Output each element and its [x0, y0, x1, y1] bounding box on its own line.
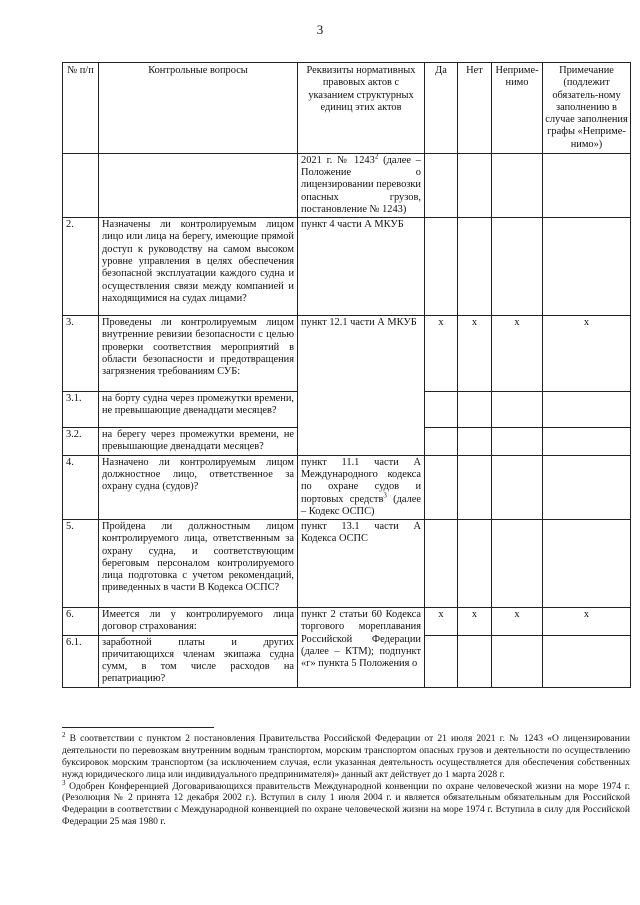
- footnote-mark: 3: [62, 778, 66, 787]
- row-yes: [425, 392, 458, 428]
- row-question: Проведены ли контролируемым лицом внутренние ревизии безопасности с целью проверки соответствия мероприятий в области безопасности и предотвращения загрязнения требованиям СУБ:: [99, 316, 298, 392]
- row-yes: [425, 635, 458, 687]
- footnotes: [62, 730, 630, 828]
- table-row: [63, 608, 631, 636]
- header-num: № п/п: [63, 63, 99, 154]
- row-note: [543, 153, 631, 217]
- row-no: [458, 392, 492, 428]
- row-note: [543, 520, 631, 608]
- row-question: Назначены ли контролируемым лицом лицо или лица на берегу, имеющие прямой доступ к руководству на самом высоком уровне управления в целях обеспечения безопасной эксплуатации каждого судна и осуществления связи между компанией и находящимися на судах лицами?: [99, 218, 298, 316]
- table-header-row: [63, 63, 631, 154]
- row-yes: [425, 218, 458, 316]
- row-no: [458, 520, 492, 608]
- row-reference: пункт 12.1 части А МКУБ: [298, 316, 425, 456]
- table-row: [63, 153, 631, 217]
- row-num: 3.2.: [63, 428, 99, 456]
- table-row: [63, 520, 631, 608]
- header-reference: Реквизиты нормативных правовых актов с указанием структурных единиц этих актов: [298, 63, 425, 154]
- row-reference: пункт 4 части А МКУБ: [298, 218, 425, 316]
- header-yes: Да: [425, 63, 458, 154]
- row-num: 2.: [63, 218, 99, 316]
- row-yes: x: [425, 316, 458, 392]
- row-no: x: [458, 316, 492, 392]
- row-question: [99, 153, 298, 217]
- table-row: [63, 218, 631, 316]
- header-no: Нет: [458, 63, 492, 154]
- footnote-mark: 2: [62, 730, 66, 739]
- row-no: [458, 428, 492, 456]
- row-num: 4.: [63, 455, 99, 519]
- row-num: 5.: [63, 520, 99, 608]
- row-question: заработной платы и других причитающихся членам экипажа судна сумм, в том числе расходов на репатриацию?: [99, 635, 298, 687]
- row-reference: пункт 13.1 части А Кодекса ОСПС: [298, 520, 425, 608]
- row-reference: пункт 11.1 части А Международного кодекса по охране судов и портовых средств$^3$ (далее – Кодекс ОСПС): [298, 455, 425, 519]
- header-not-applicable: Неприме-нимо: [492, 63, 543, 154]
- footnote-divider: [62, 727, 214, 728]
- row-note: [543, 428, 631, 456]
- row-note: [543, 635, 631, 687]
- row-note: x: [543, 608, 631, 636]
- row-num: [63, 153, 99, 217]
- row-num: 3.1.: [63, 392, 99, 428]
- row-yes: x: [425, 608, 458, 636]
- table-row: [63, 316, 631, 392]
- row-na: [492, 635, 543, 687]
- row-na: x: [492, 316, 543, 392]
- row-reference: 2021 г. № 1243$^2$ (далее – Положение о лицензировании перевозки опасных грузов, постановление № 1243): [298, 153, 425, 217]
- footnote-ref: 3: [383, 491, 387, 500]
- row-no: [458, 153, 492, 217]
- row-yes: [425, 520, 458, 608]
- row-na: [492, 428, 543, 456]
- row-no: x: [458, 608, 492, 636]
- row-note: x: [543, 316, 631, 392]
- row-question: на борту судна через промежутки времени, не превышающие двенадцати месяцев?: [99, 392, 298, 428]
- row-note: [543, 455, 631, 519]
- footnote-text: Одобрен Конференцией Договаривающихся правительств Международной конвенции по охране человеческой жизни на море 1974 г. (Резолюция № 2 принята 12 декабря 2002 г.). Вступил в силу 1 июля 2004 г. и является обязательным обязательным для Российской Федерации в соответствии с Международной конвенцией по охране человеческой жизни на море 1974 г. Вступила в силу для Российской Федерации 25 мая 1980 г.: [62, 780, 630, 828]
- row-question: на берегу через промежутки времени, не превышающие двенадцати месяцев?: [99, 428, 298, 456]
- header-question: Контрольные вопросы: [99, 63, 298, 154]
- footnote-text: В соответствии с пунктом 2 постановления Правительства Российской Федерации от 21 июля 2021 г. № 1243 «О лицензировании деятельности по перевозкам внутренним водным транспортом, морским транспортом опасных грузов и деятельности по осуществлению буксировок морским транспортом (за исключением случая, если указанная деятельность осуществляется для обеспечения собственных нужд юридического лица или индивидуального предпринимателя)» данный акт действует до 1 марта 2028 г.: [62, 733, 630, 780]
- row-note: [543, 392, 631, 428]
- row-no: [458, 218, 492, 316]
- page-number: 3: [316, 22, 324, 37]
- row-reference: пункт 2 статьи 60 Кодекса торгового мореплавания Российской Федерации (далее – КТМ); подпункт «г» пункта 5 Положения о: [298, 608, 425, 688]
- checklist-table: [62, 62, 631, 688]
- row-na: [492, 218, 543, 316]
- footnote: [62, 730, 630, 781]
- footnote-ref: 2: [374, 153, 379, 161]
- row-num: 6.1.: [63, 635, 99, 687]
- row-note: [543, 218, 631, 316]
- row-yes: [425, 153, 458, 217]
- table-row: [63, 455, 631, 519]
- row-question: Назначено ли контролируемым лицом должностное лицо, ответственное за охрану судна (судов)?: [99, 455, 298, 519]
- row-question: Пройдена ли должностным лицом контролируемого лица, ответственным за охрану судна, и соответствующим береговым персоналом контролируемого лица подготовка с учетом рекомендаций, приведенных в части В Кодекса ОСПС?: [99, 520, 298, 608]
- row-question: Имеется ли у контролируемого лица договор страхования:: [99, 608, 298, 636]
- footnote: [62, 778, 630, 829]
- row-na: [492, 392, 543, 428]
- row-no: [458, 635, 492, 687]
- row-na: [492, 455, 543, 519]
- row-na: [492, 520, 543, 608]
- row-yes: [425, 455, 458, 519]
- row-na: x: [492, 608, 543, 636]
- row-num: 6.: [63, 608, 99, 636]
- row-na: [492, 153, 543, 217]
- header-note: Примечание (подлежит обязатель-ному заполнению в случае заполнения графы «Неприме-нимо»): [543, 63, 631, 154]
- row-yes: [425, 428, 458, 456]
- row-no: [458, 455, 492, 519]
- row-num: 3.: [63, 316, 99, 392]
